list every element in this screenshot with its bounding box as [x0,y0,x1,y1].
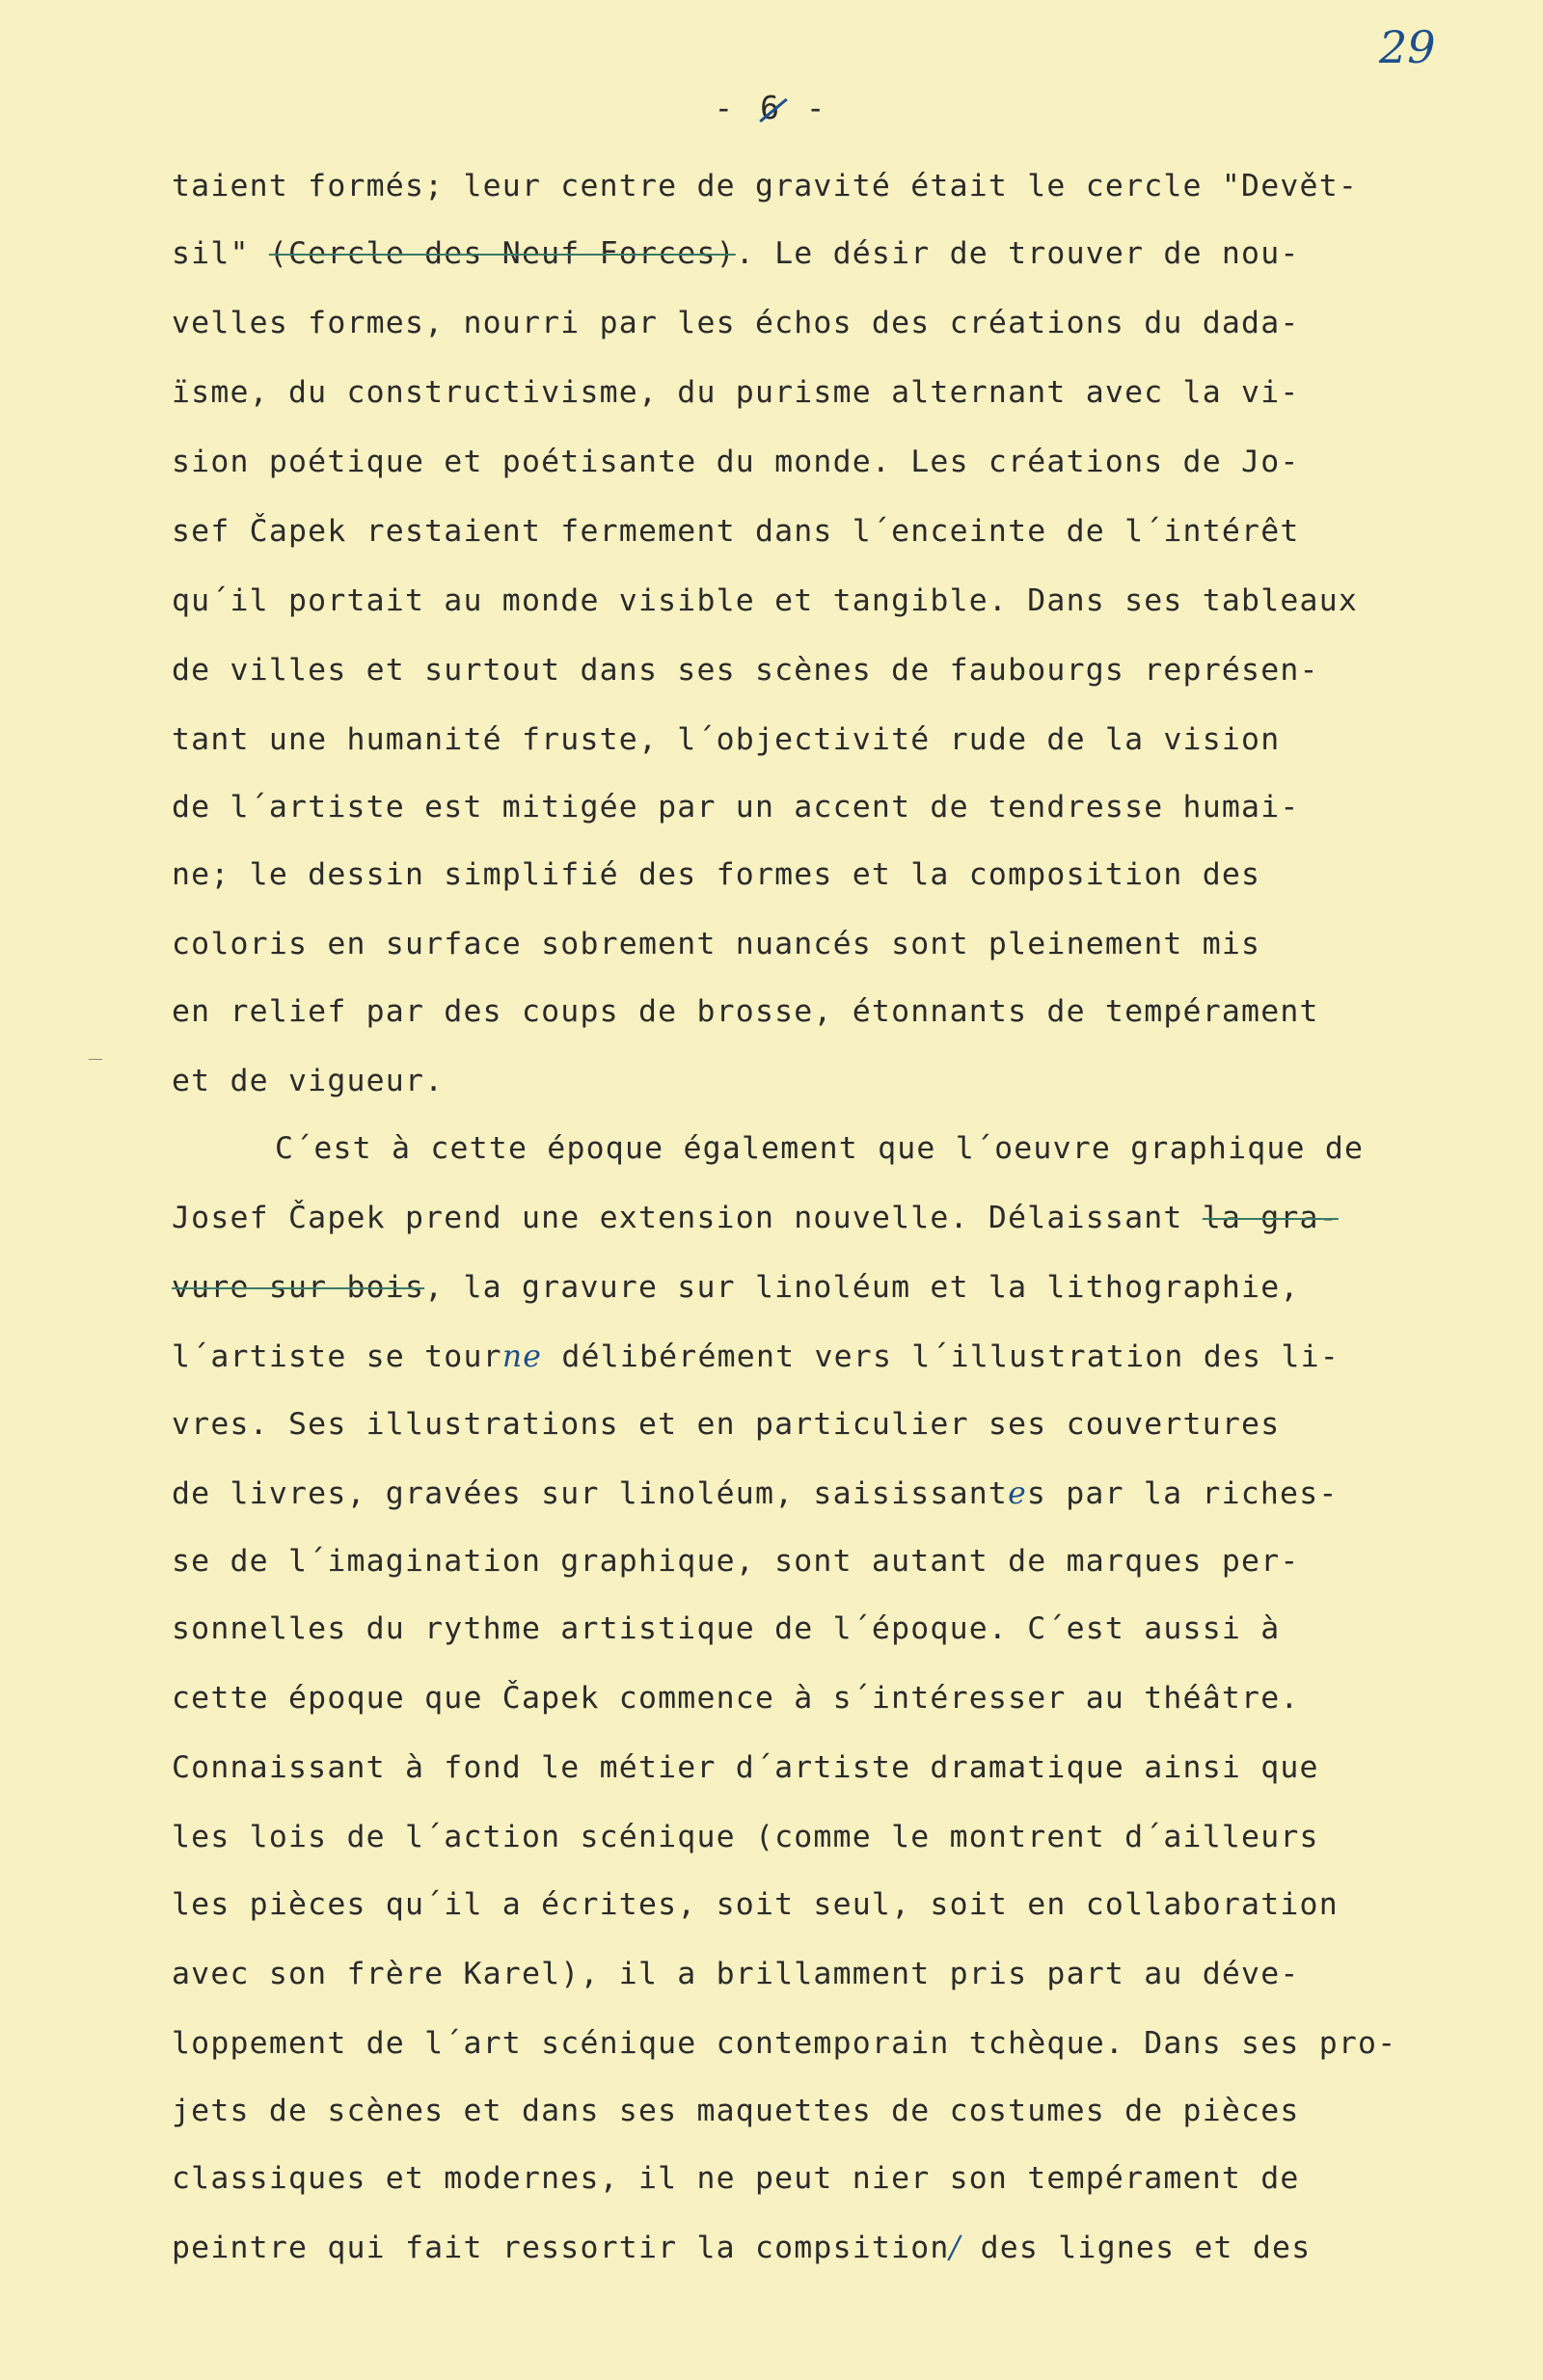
text-line [172,169,1359,203]
line-text: tant une humanité fruste, l´objectivité rude de la vision [172,722,1281,757]
line-text-after: , la gravure sur linoléum et la lithographie, [424,1270,1300,1305]
text-line [172,1201,1339,1235]
text-line [172,1544,1300,1579]
text-line [172,583,1359,618]
line-text: sonnelles du rythme artistique de l´époque. C´est aussi à [172,1611,1281,1646]
line-text-after: s par la riches- [1026,1476,1339,1511]
line-text: loppement de l´art scénique contemporain tchèque. Dans ses pro- [172,2026,1397,2061]
struck-through-text: vure sur bois [172,1270,425,1305]
text-line [172,722,1281,757]
text-line [172,1339,1340,1374]
line-text: C´est à cette époque également que l´oeuvre graphique de [275,1131,1365,1166]
text-line [275,1131,1365,1166]
text-line [172,375,1300,410]
text-line [172,857,1261,892]
text-line [172,1820,1319,1854]
folio-suffix: - [782,89,829,126]
line-text: cette époque que Čapek commence à s´intéresser au théâtre. [172,1681,1300,1716]
text-line [172,1957,1300,1991]
folio-number [0,89,1543,126]
line-text: sion poétique et poétisante du monde. Les créations de Jo- [172,445,1300,479]
line-text: de villes et surtout dans ses scènes de faubourgs représen- [172,653,1319,688]
handwritten-correction: / [949,2231,961,2265]
struck-through-text: la gra- [1202,1201,1339,1235]
text-line [172,2161,1300,2196]
line-text-before: peintre qui fait ressortir la compsition [172,2231,950,2265]
struck-through-text: (Cercle des Neuf Forces) [268,236,736,271]
margin-tick [89,1059,102,1060]
text-line [172,236,1300,271]
text-line [172,927,1261,961]
text-line [172,1611,1281,1646]
line-text-after: . Le désir de trouver de nou- [735,236,1300,271]
line-text-before: sil" [172,236,269,271]
text-line [172,2026,1397,2061]
line-text-after: délibérément vers l´illustration des li- [542,1339,1340,1374]
line-text: taient formés; leur centre de gravité était le cercle "Devět- [172,169,1359,203]
line-text: ne; le dessin simplifié des formes et la composition des [172,857,1261,892]
line-text: et de vigueur. [172,1064,445,1098]
line-text: sef Čapek restaient fermement dans l´enceinte de l´intérêt [172,514,1300,549]
text-line [172,514,1300,549]
line-text: jets de scènes et dans ses maquettes de costumes de pièces [172,2094,1300,2128]
text-line [172,1270,1300,1305]
line-text: qu´il portait au monde visible et tangible. Dans ses tableaux [172,583,1359,618]
line-text-before: l´artiste se tour [172,1339,502,1374]
folio-struck-digit: 6 [760,89,783,126]
text-line [172,2233,1311,2264]
line-text: avec son frère Karel), il a brillamment pris part au déve- [172,1957,1300,1991]
text-line [172,790,1300,825]
line-text-before: de livres, gravées sur linoléum, saisissant [172,1476,1009,1511]
line-text: ïsme, du constructivisme, du purisme alternant avec la vi- [172,375,1300,410]
text-line [172,1750,1319,1785]
line-text: de l´artiste est mitigée par un accent de tendresse humai- [172,790,1300,825]
line-text-after: des lignes et des [961,2231,1312,2265]
line-text: se de l´imagination graphique, sont autant de marques per- [172,1544,1300,1579]
page-number: 29 [1379,21,1436,73]
line-text: en relief par des coups de brosse, étonnants de tempérament [172,994,1319,1029]
line-text: les lois de l´action scénique (comme le montrent d´ailleurs [172,1820,1319,1854]
line-text: Connaissant à fond le métier d´artiste dramatique ainsi que [172,1750,1319,1785]
folio-prefix: - [714,89,761,126]
text-line [172,306,1300,340]
text-line [172,1064,445,1098]
text-line [172,1476,1339,1511]
line-text: classiques et modernes, il ne peut nier son tempérament de [172,2161,1300,2196]
handwritten-correction: e [1008,1476,1027,1511]
text-line [172,1887,1339,1922]
text-line [172,1407,1281,1442]
line-text-before: Josef Čapek prend une extension nouvelle. Délaissant [172,1201,1203,1235]
text-line [172,2096,1300,2127]
line-text: les pièces qu´il a écrites, soit seul, soit en collaboration [172,1887,1339,1922]
text-line [172,1681,1300,1716]
line-text: vres. Ses illustrations et en particulier ses couvertures [172,1407,1281,1442]
text-line [172,653,1319,688]
text-line [172,994,1319,1029]
line-text: coloris en surface sobrement nuancés sont pleinement mis [172,927,1261,961]
line-text: velles formes, nourri par les échos des créations du dada- [172,306,1300,340]
handwritten-correction: ne [501,1339,543,1374]
text-line [172,447,1300,478]
